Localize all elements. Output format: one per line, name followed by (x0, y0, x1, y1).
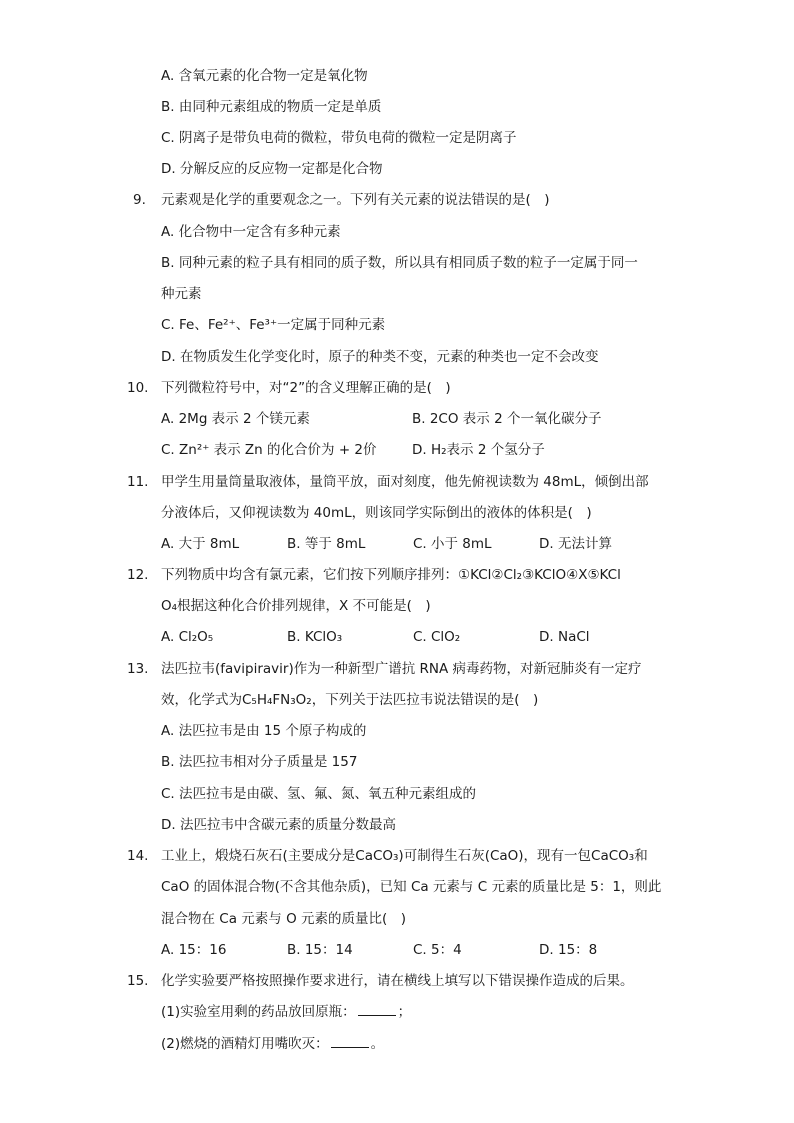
q13-stem-line2: 效，化学式为C₅H₄FN₃O₂，下列关于法匹拉韦说法错误的是( ) (161, 692, 539, 708)
q15-sub-1 (161, 1003, 411, 1021)
q13-option-c: C. 法匹拉韦是由碳、氢、氟、氮、氧五种元素组成的 (161, 786, 477, 802)
q9-option-b-cont: 种元素 (161, 286, 202, 302)
q11-option-d: D. 无法计算 (539, 536, 612, 552)
q13-option-a: A. 法匹拉韦是由 15 个原子构成的 (161, 723, 367, 739)
q11-option-c: C. 小于 8mL (413, 536, 492, 552)
q10-option-c: C. Zn²⁺ 表示 Zn 的化合价为 + 2价 (161, 442, 377, 458)
q13-number: 13. (127, 661, 149, 677)
q12-option-c: C. ClO₂ (413, 629, 461, 645)
q10-number: 10. (127, 380, 149, 396)
q15-sub-1-text: (1)实验室用剩的药品放回原瓶： (161, 1004, 356, 1020)
q13-option-d: D. 法匹拉韦中含碳元素的质量分数最高 (161, 817, 396, 833)
q9-option-d: D. 在物质发生化学变化时，原子的种类不变，元素的种类也一定不会改变 (161, 349, 599, 365)
q15-sub-2-end: 。 (370, 1036, 385, 1052)
q14-option-a: A. 15：16 (161, 942, 227, 958)
q15-sub-2-blank[interactable] (331, 1035, 369, 1048)
q12-stem-line2: O₄根据这种化合价排列规律，X 不可能是( ) (161, 598, 431, 614)
q10-option-d: D. H₂表示 2 个氢分子 (412, 442, 545, 458)
q15-number: 15. (127, 973, 149, 989)
q14-stem-line1: 工业上，煅烧石灰石(主要成分是CaCO₃)可制得生石灰(CaO)，现有一包CaCO₃和 (161, 848, 648, 864)
q14-option-c: C. 5：4 (413, 942, 462, 958)
q9-option-a: A. 化合物中一定含有多种元素 (161, 224, 341, 240)
q12-stem-line1: 下列物质中均含有氯元素，它们按下列顺序排列：①KCl②Cl₂③KClO④X⑤KCl (161, 567, 621, 583)
q12-number: 12. (127, 567, 149, 583)
q13-option-b: B. 法匹拉韦相对分子质量是 157 (161, 754, 358, 770)
q10-stem: 下列微粒符号中，对“2”的含义理解正确的是( ) (161, 380, 451, 396)
q8-option-d: D. 分解反应的反应物一定都是化合物 (161, 161, 383, 177)
q12-option-d: D. NaCl (539, 629, 590, 645)
q12-option-a: A. Cl₂O₅ (161, 629, 214, 645)
q9-number: 9. (133, 192, 146, 208)
q9-option-c: C. Fe、Fe²⁺、Fe³⁺一定属于同种元素 (161, 317, 386, 333)
q9-option-b: B. 同种元素的粒子具有相同的质子数，所以具有相同质子数的粒子一定属于同一 (161, 255, 638, 271)
q12-option-b: B. KClO₃ (287, 629, 343, 645)
q11-option-b: B. 等于 8mL (287, 536, 366, 552)
q14-number: 14. (127, 848, 149, 864)
q15-stem: 化学实验要严格按照操作要求进行，请在横线上填写以下错误操作造成的后果。 (161, 973, 634, 989)
q14-option-b: B. 15：14 (287, 942, 353, 958)
q15-sub-1-blank[interactable] (358, 1003, 396, 1016)
q15-sub-2-text: (2)燃烧的酒精灯用嘴吹灭： (161, 1036, 329, 1052)
q14-stem-line2: CaO 的固体混合物(不含其他杂质)，已知 Ca 元素与 C 元素的质量比是 5：1，则此 (161, 879, 662, 895)
q15-sub-2 (161, 1035, 384, 1053)
q15-sub-1-end: ； (397, 1004, 412, 1020)
q11-number: 11. (127, 474, 149, 490)
q14-stem-line3: 混合物在 Ca 元素与 O 元素的质量比( ) (161, 911, 407, 927)
q8-option-b: B. 由同种元素组成的物质一定是单质 (161, 99, 382, 115)
q8-option-c: C. 阴离子是带负电荷的微粒，带负电荷的微粒一定是阴离子 (161, 130, 517, 146)
q9-stem: 元素观是化学的重要观念之一。下列有关元素的说法错误的是( ) (161, 192, 550, 208)
q10-option-b: B. 2CO 表示 2 个一氧化碳分子 (412, 411, 602, 427)
q11-stem-line1: 甲学生用量筒量取液体，量筒平放，面对刻度，他先俯视读数为 48mL，倾倒出部 (161, 474, 649, 490)
q10-option-a: A. 2Mg 表示 2 个镁元素 (161, 411, 310, 427)
q8-option-a: A. 含氧元素的化合物一定是氧化物 (161, 68, 368, 84)
q11-option-a: A. 大于 8mL (161, 536, 240, 552)
q14-option-d: D. 15：8 (539, 942, 598, 958)
q13-stem-line1: 法匹拉韦(favipiravir)作为一种新型广谱抗 RNA 病毒药物，对新冠肺炎有一定疗 (161, 661, 642, 677)
q11-stem-line2: 分液体后，又仰视读数为 40mL，则该同学实际倒出的液体的体积是( ) (161, 505, 592, 521)
